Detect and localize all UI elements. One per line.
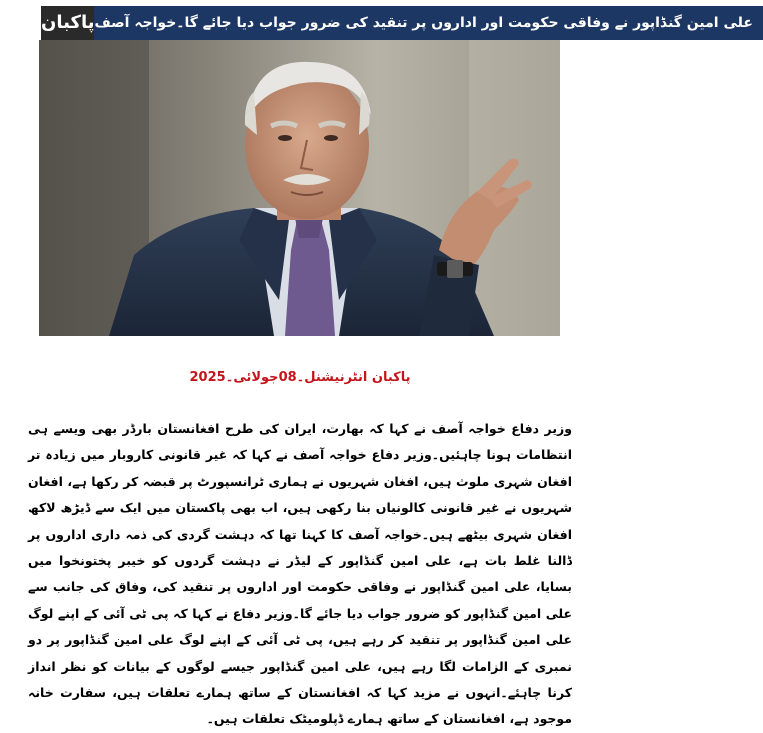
article-header	[39, 6, 753, 40]
dateline: پاکبان انٹرنیشنل۔08جولائی۔2025	[189, 370, 411, 385]
article-photo	[39, 40, 560, 336]
headline: علی امین گنڈاپور نے وفاقی حکومت اور اداروں پر تنقید کی ضرور جواب دیا جائے گا۔خواجہ آصف	[94, 6, 762, 40]
brand-logo[interactable]: پاکبان	[39, 6, 94, 40]
article-body: وزیر دفاع خواجہ آصف نے کہا کہ بھارت، ایران کی طرح افغانستان بارڈر بھی ویسے ہی انتظامات ہونا چاہئیں۔وزیر دفاع خواجہ آصف نے کہا کہ غیر قانونی کاروبار میں زیادہ تر افغان شہری ملوث ہیں، افغان شہریوں نے ہماری ٹرانسپورٹ پر قبضہ کر رکھا ہے، افغان شہریوں نے غیر قانونی کالونیاں بنا رکھی ہیں، اب بھی پاکستان میں ایک سے ڈیڑھ لاکھ افغان شہری بیٹھے ہیں۔خواجہ آصف کا کہنا تھا کہ دہشت گردی کی ذمہ داری اداروں پر ڈالنا غلط بات ہے، علی امین گنڈاپور کے لیڈر نے دہشت گردوں کو خیبر پختونخوا میں بسایا، علی امین گنڈاپور نے وفاقی حکومت اور اداروں پر تنقید کی، وفاق کی جانب سے علی امین گنڈاپور کو ضرور جواب دیا جائے گا۔وزیر دفاع نے کہا کہ پی ٹی آئی کے اپنے لوگ علی امین گنڈاپور پر تنقید کر رہے ہیں، پی ٹی آئی کے اپنے لوگ علی امین گنڈاپور پر دو نمبری کے الزامات لگا رہے ہیں، علی امین گنڈاپور جیسے لوگوں کے بیانات کو نظر انداز کرنا چاہئے۔انہوں نے مزید کہا کہ افغانستان کے ساتھ ہمارے تعلقات ہیں، سفارت خانہ موجود ہے، افغانستان کے ساتھ ہمارے ڈپلومیٹک تعلقات ہیں۔	[28, 421, 572, 727]
